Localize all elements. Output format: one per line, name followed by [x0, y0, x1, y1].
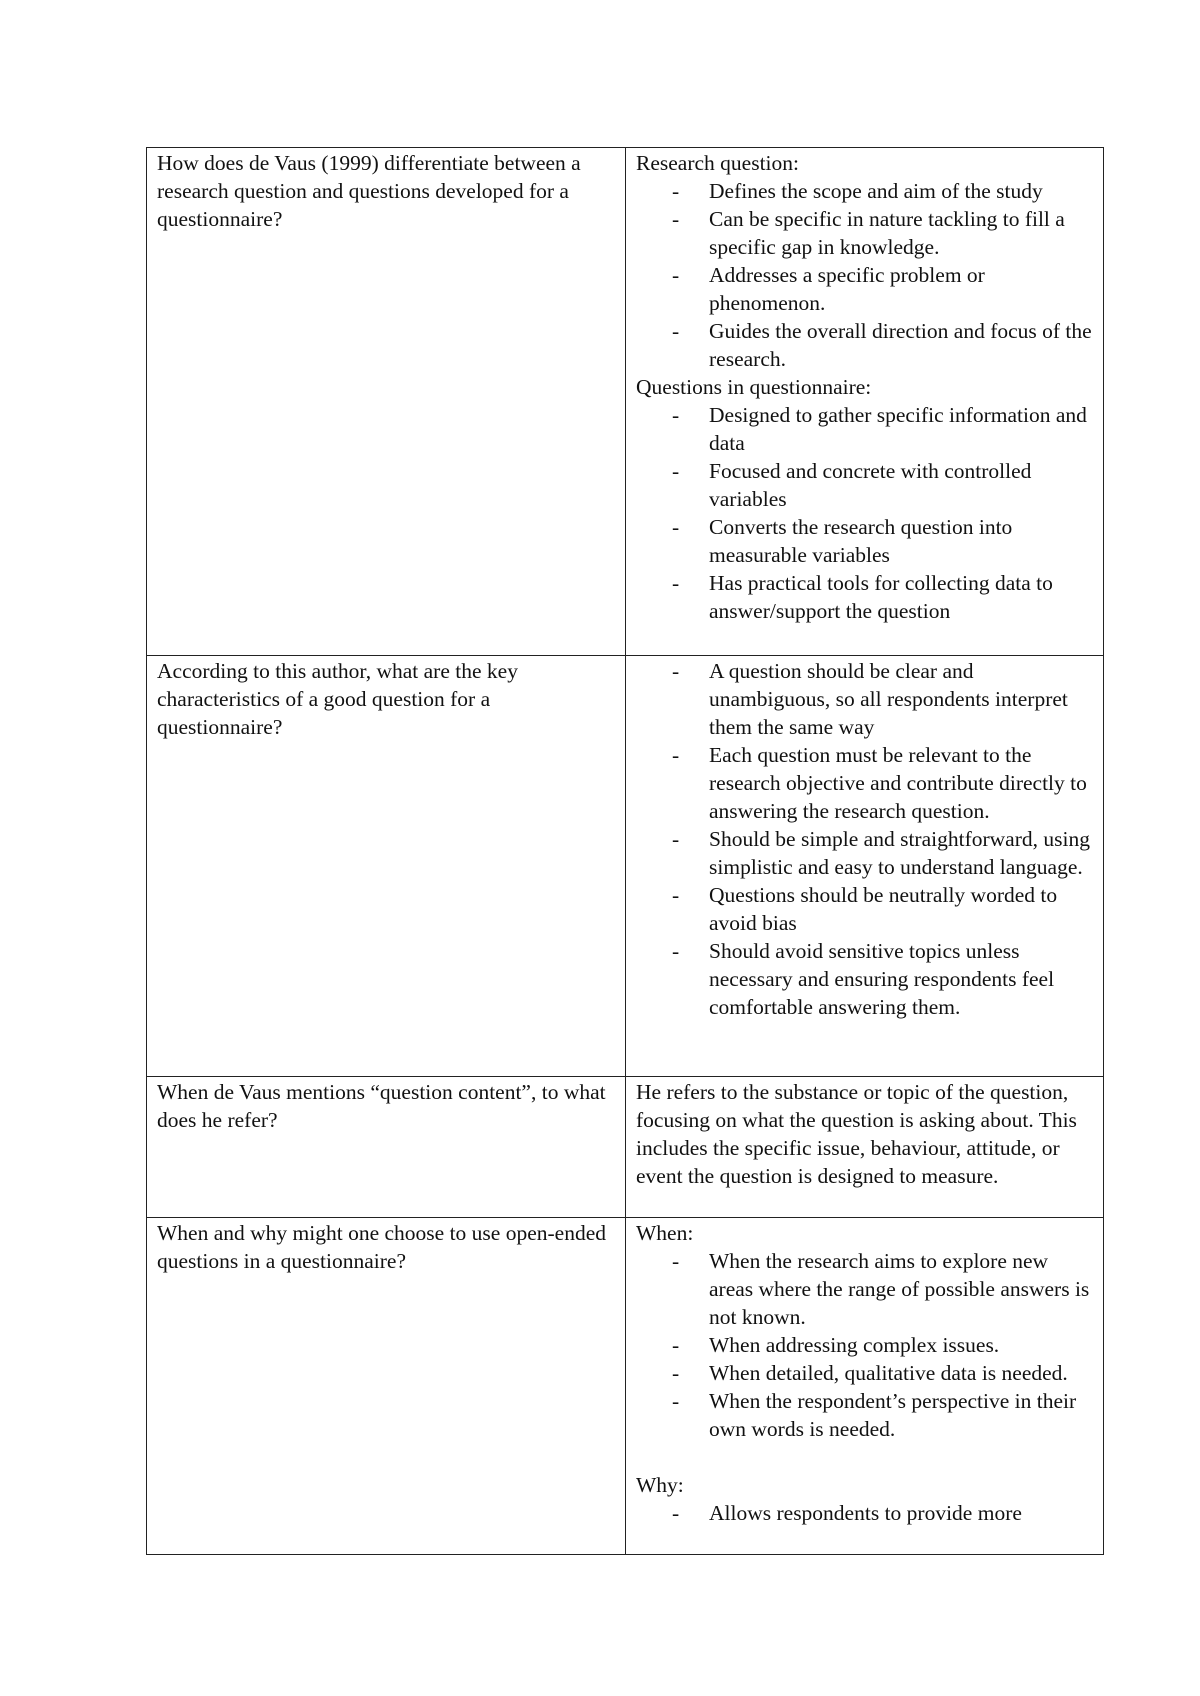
answer-cell: [626, 656, 1104, 1077]
table-row: [147, 1218, 1104, 1555]
question-cell: [147, 1218, 626, 1555]
answer-list: [636, 1247, 1093, 1443]
answer-cell: [626, 1077, 1104, 1218]
question-cell: [147, 656, 626, 1077]
question-text: When and why might one choose to use open-ended questions in a questionnaire?: [157, 1221, 606, 1273]
list-item: - Should be simple and straightforward, using simplistic and easy to understand language.: [709, 825, 1093, 881]
answer-heading: When:: [636, 1221, 694, 1245]
answer-cell: [626, 148, 1104, 656]
blank-line: [636, 1443, 1093, 1471]
answer-heading: Research question:: [636, 151, 799, 175]
table-row: [147, 148, 1104, 656]
answer-list: [636, 657, 1093, 1021]
list-item: - When detailed, qualitative data is needed.: [709, 1359, 1093, 1387]
list-item: - Allows respondents to provide more: [709, 1499, 1093, 1527]
answer-heading: Why:: [636, 1473, 684, 1497]
table-row: [147, 1077, 1104, 1218]
list-item: - When the research aims to explore new areas where the range of possible answers is not known.: [709, 1247, 1093, 1331]
list-item: - Addresses a specific problem or phenomenon.: [709, 261, 1093, 317]
table-row: [147, 656, 1104, 1077]
list-item: - Converts the research question into measurable variables: [709, 513, 1093, 569]
list-item: - Questions should be neutrally worded to avoid bias: [709, 881, 1093, 937]
list-item: - A question should be clear and unambiguous, so all respondents interpret them the same way: [709, 657, 1093, 741]
answer-list: [636, 177, 1093, 373]
question-text: When de Vaus mentions “question content”, to what does he refer?: [157, 1080, 606, 1132]
list-item: - Can be specific in nature tackling to fill a specific gap in knowledge.: [709, 205, 1093, 261]
answer-list: [636, 401, 1093, 625]
answer-text: He refers to the substance or topic of the question, focusing on what the question is asking about. This includes the specific issue, behaviour, attitude, or event the question is designed to measure.: [636, 1080, 1077, 1188]
qa-table: [146, 147, 1104, 1555]
list-item: - Has practical tools for collecting data to answer/support the question: [709, 569, 1093, 625]
answer-list: [636, 1499, 1093, 1527]
list-item: - Guides the overall direction and focus of the research.: [709, 317, 1093, 373]
question-cell: [147, 148, 626, 656]
list-item: - When addressing complex issues.: [709, 1331, 1093, 1359]
list-item: - Should avoid sensitive topics unless necessary and ensuring respondents feel comfortable answering them.: [709, 937, 1093, 1021]
answer-cell: [626, 1218, 1104, 1555]
answer-heading: Questions in questionnaire:: [636, 375, 872, 399]
question-text: According to this author, what are the key characteristics of a good question for a questionnaire?: [157, 659, 518, 739]
list-item: - Designed to gather specific information and data: [709, 401, 1093, 457]
question-text: How does de Vaus (1999) differentiate between a research question and questions developed for a questionnaire?: [157, 151, 581, 231]
question-cell: [147, 1077, 626, 1218]
list-item: - Focused and concrete with controlled variables: [709, 457, 1093, 513]
list-item: - When the respondent’s perspective in their own words is needed.: [709, 1387, 1093, 1443]
list-item: - Each question must be relevant to the research objective and contribute directly to answering the research question.: [709, 741, 1093, 825]
list-item: - Defines the scope and aim of the study: [709, 177, 1093, 205]
